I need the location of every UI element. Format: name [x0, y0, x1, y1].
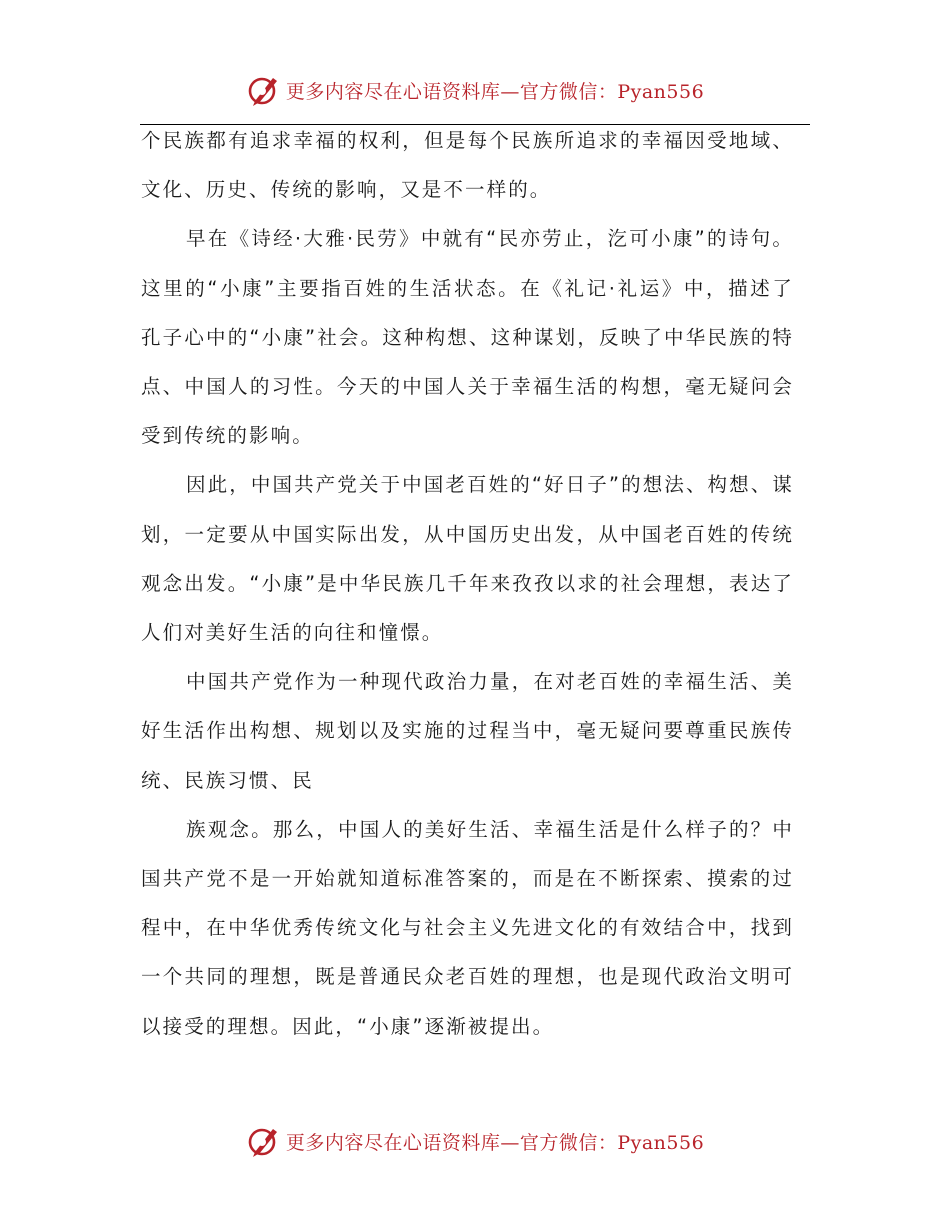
pen-logo-icon — [246, 73, 280, 107]
document-body — [141, 116, 794, 1051]
paragraph-3: 因此，中国共产党关于中国老百姓的“好日子”的想法、构想、谋划，一定要从中国实际出发，从中国历史出发，从中国老百姓的传统观念出发。“小康”是中华民族几千年来孜孜以求的社会理想，表达了人们对美好生活的向往和憧憬。 — [141, 473, 794, 645]
paragraph-5: 族观念。那么，中国人的美好生活、幸福生活是什么样子的？中国共产党不是一开始就知道标准答案的，而是在不断探索、摸索的过程中，在中华优秀传统文化与社会主义先进文化的有效结合中，找到一个共同的理想，既是普通民众老百姓的理想，也是现代政治文明可以接受的理想。因此，“小康”逐渐被提出。 — [141, 817, 794, 1038]
header-banner-text: 更多内容尽在心语资料库—官方微信：Pyan556 — [285, 80, 705, 103]
footer-banner-text: 更多内容尽在心语资料库—官方微信：Pyan556 — [285, 1131, 705, 1154]
paragraph-2: 早在《诗经·大雅·民劳》中就有“民亦劳止，汔可小康”的诗句。这里的“小康”主要指百姓的生活状态。在《礼记·礼运》中，描述了孔子心中的“小康”社会。这种构想、这种谋划，反映了中华民族的特点、中国人的习性。今天的中国人关于幸福生活的构想，毫无疑问会受到传统的影响。 — [141, 227, 794, 448]
paragraph-1: 个民族都有追求幸福的权利，但是每个民族所追求的幸福因受地域、文化、历史、传统的影响，又是不一样的。 — [141, 129, 794, 202]
header-banner — [0, 70, 950, 110]
pen-logo-icon — [246, 1124, 280, 1158]
footer-banner — [0, 1121, 950, 1161]
paragraph-4: 中国共产党作为一种现代政治力量，在对老百姓的幸福生活、美好生活作出构想、规划以及实施的过程当中，毫无疑问要尊重民族传统、民族习惯、民 — [141, 670, 794, 792]
